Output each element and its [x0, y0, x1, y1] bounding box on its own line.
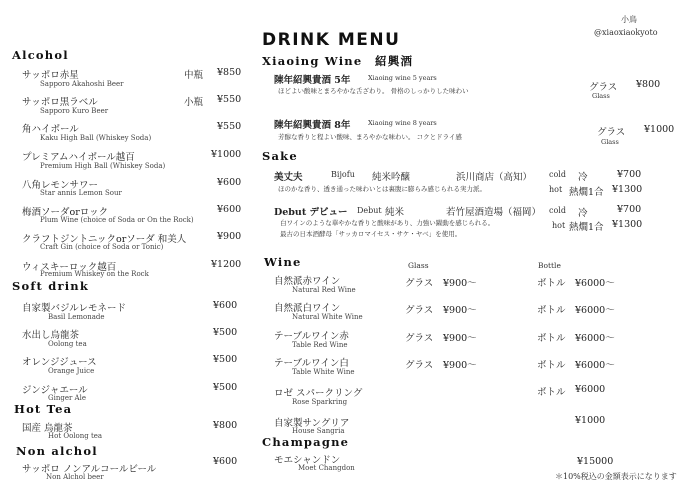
page-title: DRINK MENU [262, 30, 401, 50]
list-item-name: 水出し烏龍茶 [22, 330, 80, 341]
sake-cold-label: cold [549, 170, 566, 179]
list-item-price: ¥1000 [211, 149, 242, 160]
sake-cold-label: cold [549, 206, 566, 215]
list-item-name: プレミアムハイボール越百 [22, 152, 135, 163]
wine-bottle-price: ¥6000～ [575, 278, 615, 289]
list-item-name: オレンジジュース [22, 357, 97, 368]
sake-item-name: 美丈夫 [274, 172, 303, 183]
wine-bottle-price: ¥6000～ [575, 360, 615, 371]
sake-cold-price: ¥700 [617, 169, 642, 180]
wine-glass: グラス [405, 333, 434, 344]
list-item-en: Rose Sparkring [292, 398, 348, 406]
list-item-price: ¥15000 [577, 456, 614, 467]
tax-footnote: ＊10%税込の金額表示になります [555, 472, 677, 481]
list-item-price: ¥500 [213, 354, 238, 365]
sake-item-desc2: 最古の日本酒酵母「サッカロマイセス・サケ・ヤベ」を使用。 [280, 230, 462, 238]
list-item-name: サッポロ赤星 [22, 70, 79, 81]
sake-hot-label: hot [552, 221, 566, 230]
list-item-name: サッポロ黒ラベル [22, 97, 98, 108]
sake-cold-jp: 冷 [578, 208, 588, 219]
list-item-size: 小瓶 [184, 97, 204, 108]
list-item-price: ¥600 [213, 456, 238, 467]
list-item-name: ジンジャエール [22, 385, 88, 396]
list-item-price: ¥600 [213, 300, 238, 311]
sake-hot-jp: 熱燗1合 [569, 187, 604, 198]
sake-item-en: Bijofu [331, 170, 355, 179]
sake-cold-price: ¥700 [617, 204, 642, 215]
sake-item-type: 純米吟醸 [372, 172, 411, 183]
list-item-en: Craft Gin (choice of Soda or Tonic) [40, 243, 164, 251]
alcohol-heading: Alcohol [12, 48, 69, 62]
sake-hot-price: ¥1300 [612, 184, 643, 195]
list-item-price: ¥600 [217, 204, 242, 215]
list-item-en: Non Alchol beer [46, 473, 104, 481]
sake-item-desc: 白ワインのような華やかな香りと酸味があり、力強い躍動を感じられる。 [280, 219, 495, 227]
wine-bottle: ボトル [537, 333, 566, 344]
list-item-name: テーブルワイン白 [274, 358, 349, 369]
list-item-price: ¥1200 [211, 259, 242, 270]
list-item-name: 角ハイボール [22, 124, 79, 135]
list-item-name: 自家製バジルレモネード [22, 303, 127, 314]
list-item-name: クラフトジントニックorソーダ 和美人 [22, 234, 187, 245]
wine-glass-price: ¥900～ [443, 278, 477, 289]
list-item-name: 国産 烏龍茶 [22, 423, 73, 434]
list-item-price: ¥600 [217, 177, 242, 188]
list-item-price: ¥550 [217, 94, 242, 105]
xiaoing-item-unit-en: Glass [601, 138, 619, 146]
list-item-en: Basil Lemonade [48, 313, 105, 321]
champagne-heading: Champagne [262, 435, 350, 449]
sake-cold-jp: 冷 [578, 172, 588, 183]
list-item-price: ¥900 [217, 231, 242, 242]
list-item-name: サッポロ ノンアルコールビール [22, 464, 157, 475]
list-item-en: Table Red Wine [292, 341, 348, 349]
list-item-name: 梅酒ソーダorロック [22, 207, 109, 218]
shop-name: 小鳥 [621, 15, 637, 24]
wine-glass: グラス [405, 360, 434, 371]
wine-bottle-price: ¥1000 [575, 415, 606, 426]
xiaoing-item-unit: グラス [589, 82, 618, 93]
list-item-price: ¥550 [217, 121, 242, 132]
list-item-name: ロゼ スパークリング [274, 388, 363, 399]
wine-bottle: ボトル [537, 360, 566, 371]
sake-heading: Sake [262, 149, 298, 163]
list-item-name: テーブルワイン赤 [274, 331, 349, 342]
list-item-name: 自家製サングリア [274, 418, 350, 429]
list-item-en: Moet Changdon [298, 464, 355, 472]
wine-bottle-price: ¥6000～ [575, 305, 615, 316]
xiaoing-item-price: ¥800 [636, 79, 661, 90]
sake-hot-jp: 熱燗1合 [569, 222, 604, 233]
list-item-en: Premium Whiskey on the Rock [40, 270, 149, 278]
list-item-en: Kaku High Ball (Whiskey Soda) [40, 134, 152, 142]
xiaoing-item-name: 陳年紹興貴酒 8年 [274, 120, 351, 131]
list-item-name: ウィスキーロック越百 [22, 262, 117, 273]
sake-item-name: Debut デビュー [274, 207, 348, 218]
xiaoing-item-desc: ほどよい酸味とまろやかな舌ざわり。 骨格のしっかりした味わい [278, 87, 469, 95]
xiaoing-item-desc: 芳醇な香りと程よい酸味、まろやかな味わい。 コクとドライ感 [278, 133, 462, 141]
wine-glass-price: ¥900～ [443, 333, 477, 344]
list-item-size: 中瓶 [184, 70, 204, 81]
list-item-en: Star annis Lemon Sour [40, 189, 122, 197]
list-item-en: Natural White Wine [292, 313, 363, 321]
xiaoing-item-price: ¥1000 [644, 124, 675, 135]
wine-bottle: ボトル [537, 278, 566, 289]
xiaoing-item-en: Xiaoing wine 8 years [368, 119, 437, 127]
sake-hot-label: hot [549, 185, 563, 194]
soft-drink-heading: Soft drink [12, 279, 90, 293]
sake-item-brewery: 若竹屋酒造場（福岡） [446, 207, 542, 218]
shop-handle: @xiaoxiaokyoto [594, 28, 658, 37]
xiaoing-item-unit-en: Glass [592, 92, 610, 100]
hot-tea-heading: Hot Tea [14, 402, 73, 416]
list-item-price: ¥800 [213, 420, 238, 431]
list-item-en: Hot Oolong tea [48, 432, 103, 440]
list-item-en: Premium High Ball (Whiskey Soda) [40, 162, 166, 170]
sake-item-type: 純米 [385, 207, 405, 218]
list-item-price: ¥500 [213, 327, 238, 338]
wine-heading: Wine [264, 255, 302, 269]
wine-bottle-price: ¥6000～ [575, 333, 615, 344]
xiaoing-item-name: 陳年紹興貴酒 5年 [274, 75, 351, 86]
sake-item-brewery: 浜川商店（高知） [456, 172, 533, 183]
list-item-en: Oolong tea [48, 340, 87, 348]
sake-hot-price: ¥1300 [612, 219, 643, 230]
list-item-en: House Sangria [292, 427, 345, 435]
list-item-en: Plum Wine (choice of Soda or On the Rock) [40, 216, 194, 224]
list-item-name: 自然派赤ワイン [274, 276, 341, 287]
list-item-en: Ginger Ale [48, 394, 86, 402]
list-item-en: Table White Wine [292, 368, 355, 376]
non-alcohol-heading: Non alchol [16, 444, 98, 458]
wine-glass-price: ¥900～ [443, 360, 477, 371]
xiaoing-item-en: Xiaoing wine 5 years [368, 74, 437, 82]
wine-col-glass: Glass [408, 261, 429, 270]
list-item-price: ¥850 [217, 67, 242, 78]
list-item-name: 八角レモンサワー [22, 180, 99, 191]
list-item-en: Sapporo Kuro Beer [40, 107, 109, 115]
xiaoing-heading: Xiaoing Wine 紹興酒 [262, 54, 414, 68]
sake-item-desc: ほのかな香り、透き通った味わいとは裏腹に膨らみ感じられる実力派。 [278, 185, 486, 193]
wine-bottle-price: ¥6000 [575, 384, 606, 395]
sake-item-en: Debut [357, 206, 382, 215]
list-item-name: 自然派白ワイン [274, 303, 341, 314]
wine-glass: グラス [405, 278, 434, 289]
list-item-en: Orange Juice [48, 367, 95, 375]
wine-glass-price: ¥900～ [443, 305, 477, 316]
xiaoing-item-unit: グラス [597, 127, 626, 138]
wine-bottle: ボトル [537, 387, 566, 398]
wine-glass: グラス [405, 305, 434, 316]
list-item-price: ¥500 [213, 382, 238, 393]
wine-col-bottle: Bottle [538, 261, 561, 270]
list-item-name: モエシャンドン [274, 455, 341, 466]
wine-bottle: ボトル [537, 305, 566, 316]
list-item-en: Sapporo Akahoshi Beer [40, 80, 124, 88]
list-item-en: Natural Red Wine [292, 286, 356, 294]
